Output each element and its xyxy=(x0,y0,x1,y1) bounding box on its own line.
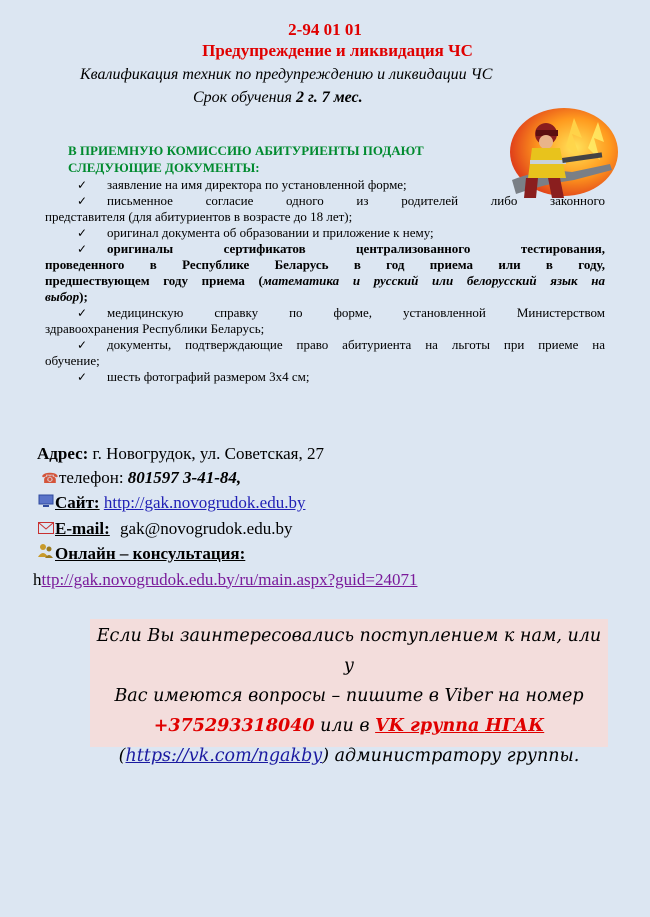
address-label: Адрес: xyxy=(37,444,89,463)
checkmark-icon: ✓ xyxy=(77,242,88,256)
address-row xyxy=(37,442,417,466)
list-item-text-italic: математика и русский или белорусский язык на xyxy=(262,273,606,288)
list-item xyxy=(45,225,605,241)
checkmark-icon: ✓ xyxy=(77,178,88,192)
qualification-line: Квалификация техник по предупреждению и ликвидации ЧС xyxy=(80,66,493,83)
checkmark-icon: ✓ xyxy=(77,370,88,384)
documents-title-line-1: В ПРИЕМНУЮ КОМИССИЮ АБИТУРИЕНТЫ ПОДАЮТ xyxy=(68,143,424,158)
vk-group-link[interactable]: VK группа НГАК xyxy=(375,716,545,736)
contact-us-callout xyxy=(90,619,608,766)
list-item-text: оригиналы сертификатов централизованного тестирования, xyxy=(107,241,605,256)
contacts-block xyxy=(33,442,418,591)
phone-value: 801597 3-41-84, xyxy=(127,467,242,487)
list-item-text: медицинскую справку по форме, установленной Министерством xyxy=(107,305,605,320)
viber-number[interactable]: +375293318040 xyxy=(153,716,315,736)
callout-paren: ( xyxy=(118,746,126,766)
department-title: Предупреждение и ликвидация ЧС xyxy=(202,41,473,60)
consult-label: Онлайн – консультация: xyxy=(55,544,246,563)
callout-line-1: Если Вы заинтересовались поступлением к нам, или у xyxy=(96,626,602,676)
list-item xyxy=(45,241,605,305)
consult-row xyxy=(37,542,417,568)
site-row xyxy=(37,491,417,517)
list-item xyxy=(45,337,605,369)
list-item-text: представителя (для абитуриентов в возрасте до 18 лет); xyxy=(45,209,353,224)
list-item-text-italic: выбор xyxy=(45,289,80,304)
list-item-text: обучение; xyxy=(45,353,100,368)
vk-url-link[interactable]: https://vk.com/ngakby xyxy=(125,746,323,766)
list-item-text: здравоохранения Республики Беларусь; xyxy=(45,321,265,336)
checkmark-icon: ✓ xyxy=(77,306,88,320)
list-item xyxy=(45,369,605,385)
list-item xyxy=(45,305,605,337)
address-value: г. Новогрудок, ул. Советская, 27 xyxy=(88,444,324,463)
list-item-text xyxy=(45,289,605,305)
site-link[interactable]: http://gak.novogrudok.edu.by xyxy=(103,493,306,512)
study-term xyxy=(193,89,363,107)
list-item-text: документы, подтверждающие право абитуриента на льготы при приеме на xyxy=(107,337,605,352)
consult-link-prefix[interactable]: h xyxy=(33,569,42,589)
study-term-label: Срок обучения xyxy=(193,89,296,106)
list-item xyxy=(45,177,605,193)
consult-link[interactable]: ttp://gak.novogrudok.edu.by/ru/main.aspx?guid=24071 xyxy=(41,569,418,589)
checkmark-icon: ✓ xyxy=(77,194,88,208)
list-item-text: оригинал документа об образовании и приложение к нему; xyxy=(107,225,434,240)
consult-link-row xyxy=(33,568,417,592)
list-item-text: проведенного в Республике Беларусь в год приема или в году, xyxy=(45,257,605,272)
callout-or-in: или в xyxy=(314,716,376,736)
phone-row xyxy=(37,466,417,492)
list-item-text-part: ); xyxy=(79,289,88,304)
computer-icon xyxy=(37,493,55,517)
phone-label: телефон: xyxy=(59,467,128,487)
list-item-text: шесть фотографий размером 3х4 см; xyxy=(107,369,310,384)
list-item-text xyxy=(45,273,605,289)
email-row xyxy=(37,517,417,543)
site-label: Сайт: xyxy=(55,493,100,512)
people-icon xyxy=(37,543,55,568)
documents-list xyxy=(45,177,605,385)
callout-tail: ) администратору группы. xyxy=(322,746,580,766)
list-item-text: письменное согласие одного из родителей либо законного xyxy=(107,193,605,208)
phone-icon: ☎ xyxy=(41,471,59,487)
checkmark-icon: ✓ xyxy=(77,226,88,240)
list-item-text-part: предшествующем году приема ( xyxy=(45,273,263,288)
phone-number-heading: 2-94 01 01 xyxy=(288,20,362,39)
email-label: E-mail: xyxy=(55,518,110,538)
callout-line-2: Вас имеются вопросы – пишите в Viber на номер xyxy=(114,686,584,706)
callout-line-3 xyxy=(90,711,608,741)
study-term-value: 2 г. 7 мес. xyxy=(296,89,363,106)
callout-line-4 xyxy=(90,741,608,771)
checkmark-icon: ✓ xyxy=(77,338,88,352)
documents-title-line-2: СЛЕДУЮЩИЕ ДОКУМЕНТЫ: xyxy=(68,160,260,175)
list-item xyxy=(45,193,605,225)
envelope-icon xyxy=(37,519,55,543)
documents-title xyxy=(68,142,508,176)
email-value[interactable]: gak@novogrudok.edu.by xyxy=(120,518,293,538)
list-item-text: заявление на имя директора по установленной форме; xyxy=(107,177,407,192)
